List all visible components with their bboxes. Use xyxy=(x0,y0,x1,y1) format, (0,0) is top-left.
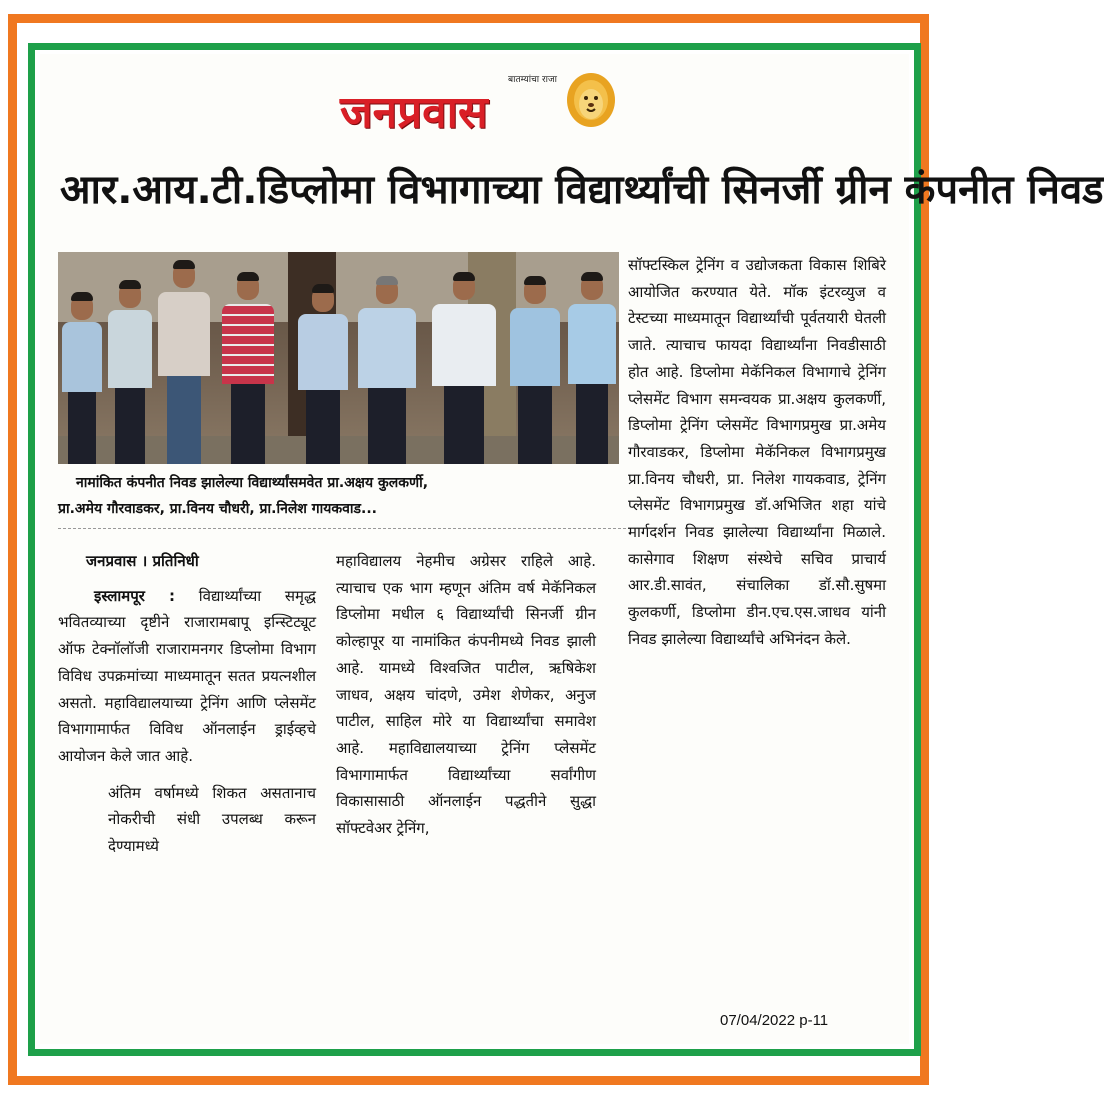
masthead-brand: जनप्रवास xyxy=(340,87,488,138)
column1-para1: विद्यार्थ्यांच्या समृद्ध भवितव्याच्या दृष्टीने राजारामबापू इन्स्टिट्यूट ऑफ टेक्नॉलॉजी राजारामनगर डिप्लोमा विभाग विविध उपक्रमांच्या माध्यमातून सतत प्रयत्नशील असतो. महाविद्यालयाच्या ट्रेनिंग आणि प्लेसमेंट विभागामार्फत विविध ऑनलाईन ड्राईव्हचे आयोजन केले जात आहे. xyxy=(58,586,316,765)
place-name: इस्लामपूर : xyxy=(94,586,176,605)
caption-divider xyxy=(58,528,631,529)
column3-text: सॉफ्टस्किल ट्रेनिंग व उद्योजकता विकास शिबिरे आयोजित करण्यात येते. मॉक इंटरव्युज व टेस्टच्या माध्यमातून विद्यार्थ्यांची पूर्वतयारी घेतली जाते. त्याचाच फायदा विद्यार्थ्यांना निवडीसाठी होत आहे. डिप्लोमा मेकॅनिकल विभागाचे ट्रेनिंग प्लेसमेंट विभाग समन्वयक प्रा.अक्षय कुलकर्णी, डिप्लोमा ट्रेनिंग प्लेसमेंट विभागप्रमुख प्रा.अमेय गौरवाडकर, डिप्लोमा मेकॅनिकल विभागप्रमुख प्रा.विनय चौधरी, प्रा. निलेश गायकवाड, ट्रेनिंग प्लेसमेंट विभागप्रमुख डॉ.अभिजित शहा यांचे मार्गदर्शन निवड झालेल्या विद्यार्थ्यांना मिळाले. कासेगाव शिक्षण संस्थेचे सचिव प्राचार्य आर.डी.सावंत, संचालिका डॉ.सौ.सुषमा कुलकर्णी, डिप्लोमा डीन.एच.एस.जाधव यांनी निवड झालेल्या विद्यार्थ्यांचे अभिनंदन केले. xyxy=(628,256,886,648)
masthead xyxy=(340,62,660,148)
column2-text: महाविद्यालय नेहमीच अग्रेसर राहिले आहे. त्याचाच एक भाग म्हणून अंतिम वर्ष मेकॅनिकल डिप्लोमा मधील ६ विद्यार्थ्यांची सिनर्जी ग्रीन कोल्हापूर या नामांकित कंपनीमध्ये निवड झाली आहे. यामध्ये विश्वजित पाटील, ऋषिकेश जाधव, अक्षय चांदणे, उमेश शेणेकर, अनुज पाटील, साहिल मोरे या विद्यार्थ्यांचा समावेश आहे. महाविद्यालयाच्या ट्रेनिंग प्लेसमेंट विभागामार्फत विद्यार्थ्यांच्या सर्वांगीण विकासासाठी ऑनलाईन पद्धतीने सुद्धा सॉफ्टवेअर ट्रेनिंग, xyxy=(336,552,596,838)
column1-para2: अंतिम वर्षामध्ये शिकत असतानाच नोकरीची संधी उपलब्ध करून देण्यामध्ये xyxy=(108,783,316,856)
group-photo xyxy=(58,252,619,464)
article-column-2 xyxy=(336,548,596,842)
article-headline: आर.आय.टी.डिप्लोमा विभागाच्या विद्यार्थ्यांची सिनर्जी ग्रीन कंपनीत निवड xyxy=(60,167,1104,213)
caption-line-1: नामांकित कंपनीत निवड झालेल्या विद्यार्थ्यांसमवेत प्रा.अक्षय कुलकर्णी, xyxy=(76,475,429,491)
newspaper-clipping xyxy=(40,54,1104,1044)
photo-caption xyxy=(58,470,628,522)
page-reference: 07/04/2022 p-11 xyxy=(720,1012,829,1029)
lion-logo-icon xyxy=(566,70,616,128)
masthead-tagline: बातम्यांचा राजा xyxy=(508,75,558,85)
dateline: जनप्रवास । प्रतिनिधी xyxy=(86,552,199,570)
article-column-3 xyxy=(628,252,886,653)
caption-line-2: प्रा.अमेय गौरवाडकर, प्रा.विनय चौधरी, प्रा.निलेश गायकवाड... xyxy=(58,501,377,517)
article-column-1 xyxy=(58,548,316,860)
